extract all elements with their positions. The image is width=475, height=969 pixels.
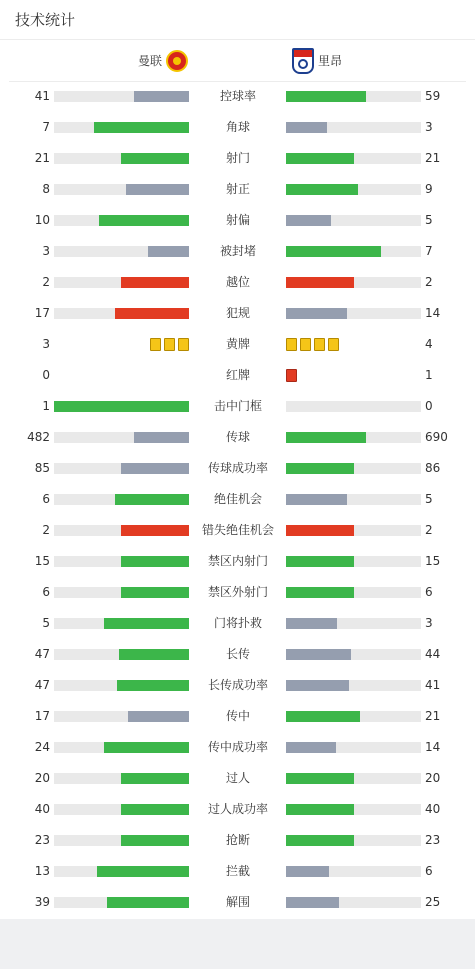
away-team-name: 里昂 [318, 54, 343, 68]
home-bar-track [54, 153, 189, 164]
away-bar-fill [286, 215, 331, 226]
away-bar-fill [286, 742, 336, 753]
home-bar-fill [121, 773, 189, 784]
home-bar-track [54, 432, 189, 443]
away-bar-track [286, 463, 421, 474]
olympique-lyonnais-logo-icon [292, 48, 314, 74]
away-bar-fill [286, 122, 327, 133]
home-bar-fill [121, 463, 189, 474]
yellow-card-icon [328, 338, 339, 351]
home-value: 41 [34, 89, 50, 103]
stat-row [0, 422, 475, 453]
home-value: 1 [42, 399, 50, 413]
home-value: 24 [34, 740, 50, 754]
away-value: 3 [425, 616, 433, 630]
home-bar-track [54, 587, 189, 598]
home-bar-fill [121, 277, 189, 288]
away-bar-track [286, 91, 421, 102]
stat-label: 禁区内射门 [207, 554, 268, 568]
stat-row [0, 577, 475, 608]
away-bar-track [286, 153, 421, 164]
stat-row [0, 360, 475, 391]
away-bar-track [286, 866, 421, 877]
away-bar-track [286, 649, 421, 660]
stat-row [0, 453, 475, 484]
home-value: 47 [34, 678, 50, 692]
stat-row [0, 143, 475, 174]
yellow-card-icon [300, 338, 311, 351]
away-bar-track [286, 618, 421, 629]
away-value: 86 [425, 461, 441, 475]
home-value: 7 [42, 120, 50, 134]
away-bar-track [286, 556, 421, 567]
home-bar-fill [107, 897, 189, 908]
away-bar-fill [286, 525, 354, 536]
home-bar-fill [121, 556, 189, 567]
manchester-united-logo-icon [166, 50, 188, 72]
home-value: 2 [42, 275, 50, 289]
stat-row [0, 515, 475, 546]
away-value: 15 [425, 554, 441, 568]
home-bar-track [54, 897, 189, 908]
home-value: 20 [34, 771, 50, 785]
stat-label: 黄牌 [225, 337, 250, 351]
home-bar-fill [117, 680, 189, 691]
home-bar-fill [126, 184, 189, 195]
away-bar-track [286, 742, 421, 753]
away-value: 3 [425, 120, 433, 134]
away-value: 6 [425, 585, 433, 599]
home-bar-track [54, 835, 189, 846]
away-bar-track [286, 525, 421, 536]
home-team-name: 曼联 [138, 54, 163, 68]
home-value: 17 [34, 709, 50, 723]
stat-label: 传球成功率 [207, 461, 268, 475]
yellow-card-icon [286, 338, 297, 351]
home-bar-track [54, 866, 189, 877]
away-bar-track [286, 897, 421, 908]
away-bar-fill [286, 246, 381, 257]
stat-label: 红牌 [225, 368, 250, 382]
home-value: 6 [42, 585, 50, 599]
away-value: 2 [425, 523, 433, 537]
away-bar-track [286, 432, 421, 443]
away-value: 9 [425, 182, 433, 196]
home-bar-track [54, 184, 189, 195]
stat-row [0, 236, 475, 267]
home-bar-fill [134, 432, 189, 443]
home-value: 10 [34, 213, 50, 227]
stat-label: 传中成功率 [207, 740, 268, 754]
stat-row [0, 608, 475, 639]
away-bar-fill [286, 618, 337, 629]
away-bar-fill [286, 184, 358, 195]
stat-row [0, 81, 475, 112]
away-bar-fill [286, 463, 354, 474]
stat-row [0, 174, 475, 205]
stat-label: 错失绝佳机会 [201, 523, 274, 537]
home-bar-fill [54, 401, 189, 412]
home-bar-fill [128, 711, 189, 722]
away-value: 40 [425, 802, 441, 816]
away-bar-fill [286, 866, 329, 877]
stat-row [0, 546, 475, 577]
away-bar-fill [286, 587, 354, 598]
home-value: 3 [42, 337, 50, 351]
home-team[interactable] [138, 40, 188, 81]
stat-label: 射正 [225, 182, 250, 196]
stat-label: 控球率 [219, 89, 256, 103]
stat-row [0, 391, 475, 422]
away-bar-track [286, 494, 421, 505]
home-value: 85 [34, 461, 50, 475]
home-bar-track [54, 401, 189, 412]
home-bar-track [54, 122, 189, 133]
away-bar-track [286, 215, 421, 226]
stat-label: 射门 [225, 151, 250, 165]
away-bar-track [286, 835, 421, 846]
away-bar-fill [286, 277, 354, 288]
away-value: 21 [425, 709, 441, 723]
stat-label: 角球 [225, 120, 250, 134]
stat-label: 过人 [225, 771, 250, 785]
home-bar-track [54, 742, 189, 753]
away-team[interactable] [292, 40, 342, 81]
stat-row [0, 763, 475, 794]
home-bar-fill [115, 308, 189, 319]
stat-row [0, 825, 475, 856]
away-bar-track [286, 122, 421, 133]
home-bar-fill [104, 618, 189, 629]
away-value: 6 [425, 864, 433, 878]
stat-label: 过人成功率 [207, 802, 268, 816]
home-bar-fill [115, 494, 189, 505]
away-bar-fill [286, 153, 354, 164]
home-bar-track [54, 804, 189, 815]
away-bar-track [286, 773, 421, 784]
stat-row [0, 112, 475, 143]
home-bar-track [54, 246, 189, 257]
home-value: 8 [42, 182, 50, 196]
home-bar-track [54, 711, 189, 722]
home-bar-fill [121, 525, 189, 536]
home-value: 23 [34, 833, 50, 847]
away-value: 59 [425, 89, 441, 103]
yellow-card-icon [164, 338, 175, 351]
home-value: 13 [34, 864, 50, 878]
away-bar-track [286, 308, 421, 319]
away-bar-track [286, 711, 421, 722]
away-value: 5 [425, 213, 433, 227]
home-bar-fill [104, 742, 189, 753]
home-value: 482 [27, 430, 50, 444]
away-value: 20 [425, 771, 441, 785]
home-value: 15 [34, 554, 50, 568]
away-bar-track [286, 277, 421, 288]
home-bar-track [54, 91, 189, 102]
home-value: 5 [42, 616, 50, 630]
home-bar-fill [121, 835, 189, 846]
stat-row [0, 298, 475, 329]
away-bar-track [286, 680, 421, 691]
stat-row [0, 329, 475, 360]
away-value: 0 [425, 399, 433, 413]
stat-label: 拦截 [225, 864, 250, 878]
away-cards [286, 369, 297, 382]
home-bar-fill [121, 804, 189, 815]
away-bar-fill [286, 711, 360, 722]
away-value: 1 [425, 368, 433, 382]
home-bar-track [54, 494, 189, 505]
home-value: 2 [42, 523, 50, 537]
away-bar-track [286, 401, 421, 412]
home-bar-track [54, 308, 189, 319]
away-value: 2 [425, 275, 433, 289]
away-bar-fill [286, 804, 354, 815]
away-bar-fill [286, 308, 347, 319]
stat-label: 长传 [225, 647, 250, 661]
red-card-icon [286, 369, 297, 382]
stat-label: 被封堵 [219, 244, 256, 258]
yellow-card-icon [150, 338, 161, 351]
stat-row [0, 732, 475, 763]
home-bar-fill [119, 649, 189, 660]
home-bar-fill [121, 587, 189, 598]
stat-row [0, 267, 475, 298]
stat-row [0, 205, 475, 236]
stat-label: 解围 [225, 895, 250, 909]
stat-row [0, 887, 475, 918]
away-value: 14 [425, 306, 441, 320]
stat-row [0, 856, 475, 887]
stat-row [0, 701, 475, 732]
away-value: 690 [425, 430, 448, 444]
yellow-card-icon [178, 338, 189, 351]
away-value: 44 [425, 647, 441, 661]
home-bar-track [54, 680, 189, 691]
away-bar-fill [286, 649, 351, 660]
away-value: 5 [425, 492, 433, 506]
stats-list [0, 81, 475, 918]
teams-header [9, 40, 466, 82]
away-bar-fill [286, 773, 354, 784]
away-bar-fill [286, 494, 347, 505]
home-bar-track [54, 556, 189, 567]
away-bar-fill [286, 680, 349, 691]
home-bar-track [54, 463, 189, 474]
away-cards [286, 338, 339, 351]
home-value: 39 [34, 895, 50, 909]
away-bar-track [286, 587, 421, 598]
away-value: 7 [425, 244, 433, 258]
stat-row [0, 794, 475, 825]
home-bar-track [54, 773, 189, 784]
home-bar-fill [134, 91, 189, 102]
home-value: 40 [34, 802, 50, 816]
home-value: 21 [34, 151, 50, 165]
away-bar-fill [286, 897, 339, 908]
stat-label: 击中门框 [213, 399, 262, 413]
stat-label: 禁区外射门 [207, 585, 268, 599]
home-cards [150, 338, 189, 351]
home-bar-fill [148, 246, 189, 257]
stat-label: 抢断 [225, 833, 250, 847]
away-bar-track [286, 184, 421, 195]
away-value: 4 [425, 337, 433, 351]
away-bar-track [286, 804, 421, 815]
away-value: 41 [425, 678, 441, 692]
stat-row [0, 639, 475, 670]
home-value: 0 [42, 368, 50, 382]
stat-label: 长传成功率 [207, 678, 268, 692]
away-bar-fill [286, 835, 354, 846]
home-bar-fill [99, 215, 189, 226]
home-bar-track [54, 277, 189, 288]
away-value: 21 [425, 151, 441, 165]
away-value: 23 [425, 833, 441, 847]
stat-label: 传中 [225, 709, 250, 723]
stat-label: 绝佳机会 [213, 492, 262, 506]
home-bar-track [54, 215, 189, 226]
home-bar-track [54, 649, 189, 660]
home-bar-fill [97, 866, 189, 877]
away-bar-track [286, 246, 421, 257]
away-bar-fill [286, 91, 366, 102]
home-bar-track [54, 525, 189, 536]
home-bar-fill [94, 122, 189, 133]
home-bar-fill [121, 153, 189, 164]
stat-label: 门将扑救 [213, 616, 262, 630]
home-bar-track [54, 618, 189, 629]
stat-row [0, 670, 475, 701]
away-bar-fill [286, 556, 354, 567]
away-bar-fill [286, 432, 366, 443]
stat-label: 射偏 [225, 213, 250, 227]
away-value: 25 [425, 895, 441, 909]
home-value: 17 [34, 306, 50, 320]
stat-label: 越位 [225, 275, 250, 289]
home-value: 47 [34, 647, 50, 661]
yellow-card-icon [314, 338, 325, 351]
away-value: 14 [425, 740, 441, 754]
stat-label: 犯规 [225, 306, 250, 320]
stat-row [0, 484, 475, 515]
home-value: 6 [42, 492, 50, 506]
page-title: 技术统计 [0, 0, 475, 40]
stat-label: 传球 [225, 430, 250, 444]
home-value: 3 [42, 244, 50, 258]
